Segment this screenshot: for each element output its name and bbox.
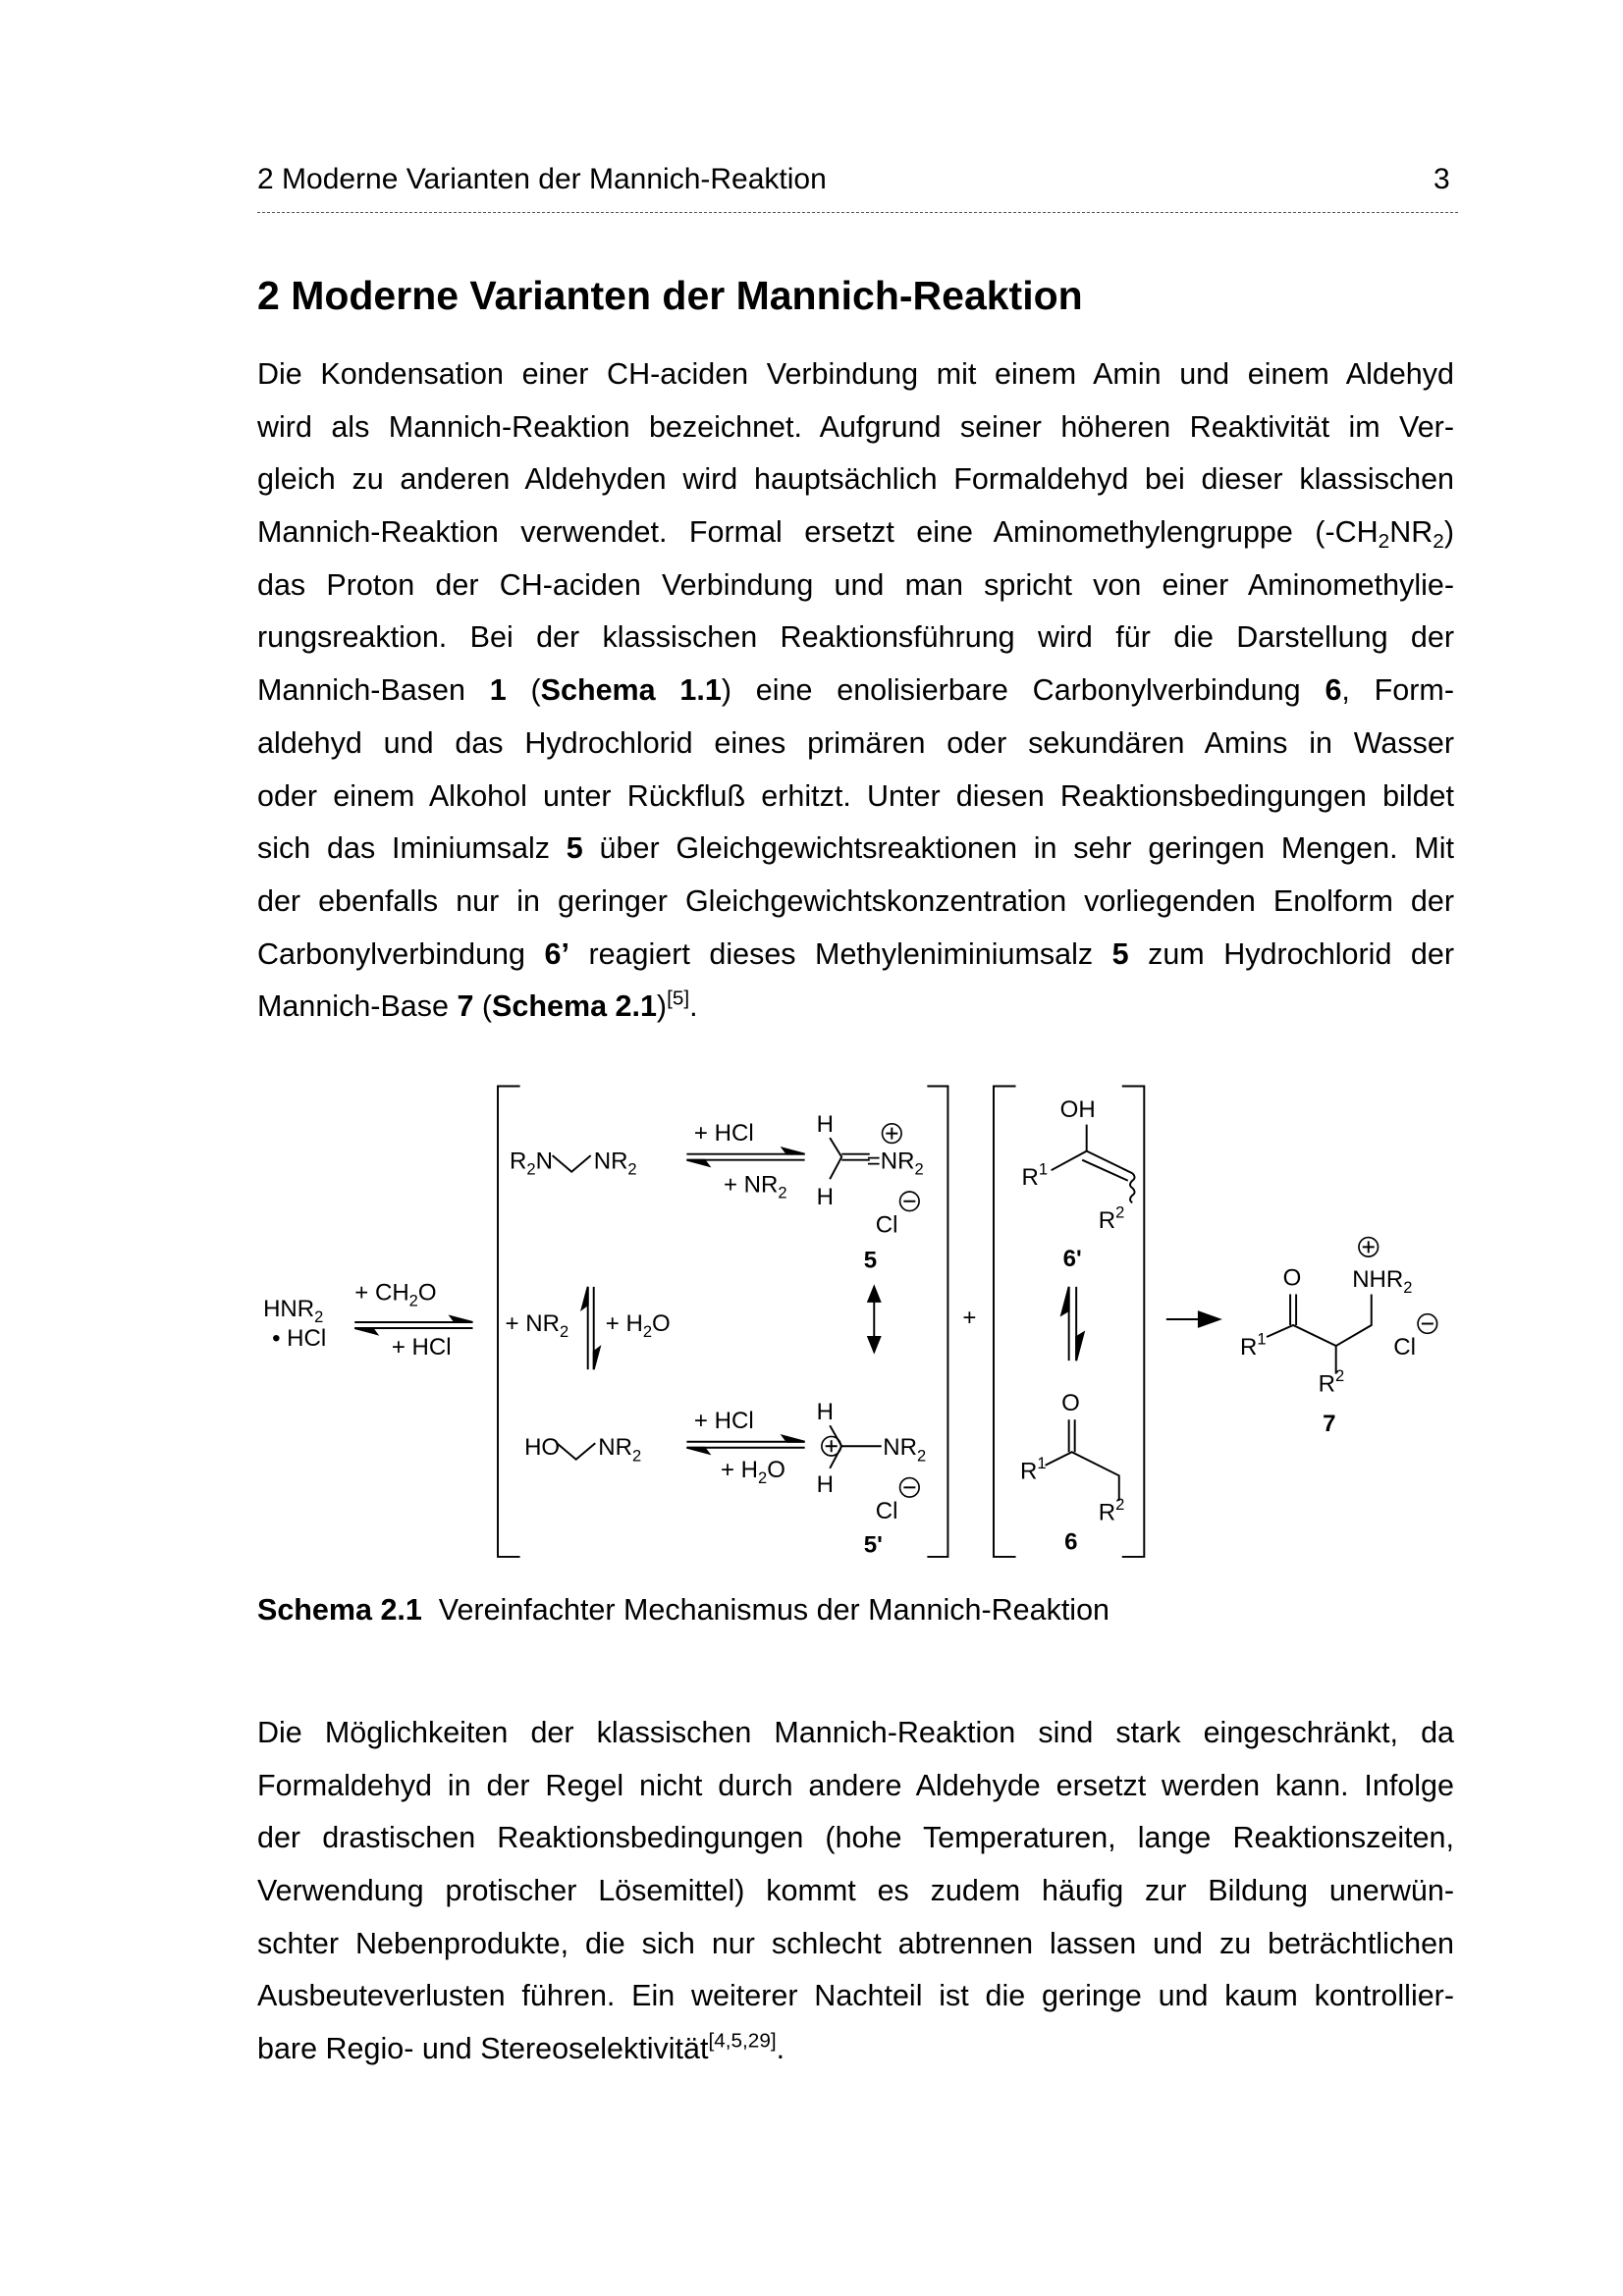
compound-label-7: 7 xyxy=(1322,1410,1336,1437)
scheme-label: Cl xyxy=(875,1497,897,1524)
scheme-label: 1 xyxy=(1256,1329,1267,1349)
arrow3-bottom-label xyxy=(720,1456,784,1486)
middle-right-label xyxy=(605,1310,670,1341)
plus-sign: + xyxy=(961,1304,976,1331)
text-segment: Ausbeuteverlusten führen. Ein weiterer Nachteil ist die geringe und kaum kontrollier- xyxy=(257,1979,1454,2013)
scheme-label: O xyxy=(1060,1389,1080,1416)
text-segment: ( xyxy=(473,989,493,1024)
text-segment: Carbonylverbindung xyxy=(257,936,545,971)
text-segment: oder einem Alkohol unter Rückfluß erhitzt. Unter diesen Reaktionsbedingungen bildet xyxy=(257,778,1454,813)
scheme-bond xyxy=(686,1447,709,1453)
text-segment: der ebenfalls nur in geringer Gleichgewichtskonzentration vorliegenden Enolform der xyxy=(257,883,1454,918)
scheme-bond xyxy=(1267,1294,1372,1346)
scheme-bond xyxy=(1130,1173,1135,1202)
scheme-label: 1 xyxy=(1036,1453,1047,1472)
text-segment: 5 xyxy=(1111,936,1129,971)
scheme-label: O xyxy=(417,1279,437,1307)
scheme-label: NR xyxy=(597,1433,632,1461)
equilibrium-arrow-3 xyxy=(686,1435,804,1453)
scheme-bond xyxy=(450,1316,472,1322)
scheme-bond xyxy=(1076,1332,1084,1361)
iminium-nr2 xyxy=(866,1148,923,1178)
text-segment: Die Möglichkeiten der klassischen Mannich-Reaktion sind stark eingeschränkt, da xyxy=(257,1716,1454,1749)
scheme-label: NHR xyxy=(1351,1265,1403,1293)
scheme-bond xyxy=(1086,1150,1132,1173)
text-line xyxy=(257,1707,1454,1760)
compound-label-6-prime: 6' xyxy=(1062,1245,1082,1272)
scheme-label xyxy=(1318,1366,1344,1398)
text-line xyxy=(257,401,1454,454)
text-segment: 5 xyxy=(566,831,583,866)
text-line xyxy=(257,612,1454,665)
text-line xyxy=(257,454,1454,507)
text-line xyxy=(257,771,1454,824)
text-segment: 2 xyxy=(1433,529,1444,553)
scheme-label: R xyxy=(1239,1333,1257,1361)
scheme-label xyxy=(1098,1495,1124,1526)
bracket-right-1 xyxy=(927,1086,947,1556)
scheme-label: 1 xyxy=(1038,1159,1048,1179)
scheme-label: NR xyxy=(882,1433,917,1461)
text-segment: das Proton der CH-aciden Verbindung und man spricht von einer Aminomethylie- xyxy=(257,567,1454,602)
text-line xyxy=(257,2023,1454,2076)
scheme-label: 2 xyxy=(313,1307,323,1326)
scheme-label: 2 xyxy=(757,1468,767,1487)
scheme-bond xyxy=(783,1148,805,1153)
scheme-caption xyxy=(257,1584,1454,1637)
scheme-label: CH xyxy=(374,1279,409,1307)
text-line xyxy=(257,348,1454,401)
text-segment: bare Regio- und Stereoselektivität xyxy=(257,2032,709,2066)
text-line xyxy=(257,876,1454,929)
text-segment: 7 xyxy=(457,989,474,1024)
scheme-label: + H xyxy=(605,1309,643,1337)
text-segment: Verwendung protischer Lösemittel) kommt es zudem häufig zur Bildung unerwün- xyxy=(257,1874,1454,1908)
text-line xyxy=(257,1760,1454,1813)
text-line xyxy=(257,665,1454,718)
scheme-label: 2 xyxy=(631,1445,641,1465)
scheme-label: 2 xyxy=(1114,1201,1124,1221)
scheme-label: + xyxy=(353,1279,375,1307)
arrow2-top-label: + HCl xyxy=(693,1119,754,1147)
scheme-bond xyxy=(593,1347,599,1369)
scheme-label xyxy=(1020,1453,1047,1484)
text-segment: NR xyxy=(1389,515,1434,550)
text-segment: ( xyxy=(506,673,541,708)
scheme-label: H xyxy=(816,1398,834,1425)
scheme-label: 2 xyxy=(1334,1365,1344,1385)
scheme-label: HNR xyxy=(262,1295,314,1322)
text-line xyxy=(257,718,1454,771)
scheme-label: 2 xyxy=(642,1321,652,1341)
scheme-label xyxy=(1352,1266,1412,1297)
text-line xyxy=(257,1865,1454,1918)
scheme-bond xyxy=(1082,1159,1128,1180)
scheme-label: 2 xyxy=(1114,1494,1124,1514)
hemiaminal-ho: HO xyxy=(523,1433,560,1461)
text-segment: Mannich-Basen xyxy=(257,673,490,708)
caption-label: Schema 2.1 xyxy=(257,1593,422,1627)
bracket-left-2 xyxy=(994,1086,1016,1556)
scheme-bond xyxy=(552,1155,590,1172)
scheme-label xyxy=(1021,1159,1048,1191)
text-segment: Schema 1.1 xyxy=(540,673,722,708)
scheme-label: O xyxy=(1282,1264,1301,1292)
scheme-label: R xyxy=(1318,1370,1335,1398)
compound-label-5: 5 xyxy=(863,1247,877,1274)
scheme-bond xyxy=(557,1443,595,1460)
text-segment: Formaldehyd in der Regel nicht durch andere Aldehyde ersetzt werden kann. Infolge xyxy=(257,1768,1454,1802)
text-line xyxy=(257,560,1454,613)
scheme-bond xyxy=(783,1435,805,1441)
scheme-label: R xyxy=(1019,1457,1037,1484)
scheme-label: Cl xyxy=(875,1211,897,1239)
text-segment: 2 xyxy=(1378,529,1390,553)
text-segment: der drastischen Reaktionsbedingungen (hohe Temperaturen, lange Reaktionszeiten, xyxy=(257,1821,1454,1855)
text-segment: zum Hydrochlorid der xyxy=(1128,936,1454,971)
text-segment: ) xyxy=(656,989,668,1024)
scheme-label: H xyxy=(816,1110,834,1138)
equilibrium-arrow-vertical-2 xyxy=(1061,1287,1084,1361)
text-segment: wird als Mannich-Reaktion bezeichnet. Aufgrund seiner höheren Reaktivität im Ver- xyxy=(257,409,1454,444)
text-segment: ) eine enolisierbare Carbonylverbindung xyxy=(721,673,1325,708)
text-segment: Die Kondensation einer CH-aciden Verbindung mit einem Amin und einem Aldehyd xyxy=(257,357,1454,391)
scheme-label xyxy=(1098,1202,1124,1234)
scheme-label: R xyxy=(509,1148,526,1175)
text-segment: ) xyxy=(1443,515,1454,550)
text-line xyxy=(257,823,1454,876)
scheme-label: 2 xyxy=(408,1291,418,1310)
scheme-label: 2 xyxy=(916,1445,926,1465)
text-segment: rungsreaktion. Bei der klassischen Reaktionsführung wird für die Darstellung der xyxy=(257,620,1454,655)
scheme-label: R xyxy=(1098,1206,1115,1234)
scheme-bond xyxy=(1061,1287,1069,1315)
bracket-right-2 xyxy=(1121,1086,1144,1556)
text-line xyxy=(257,507,1454,560)
aminal-nr2 xyxy=(593,1148,636,1178)
scheme-label: + H xyxy=(720,1456,758,1483)
citation: [4,5,29] xyxy=(708,2029,777,2053)
aminal-r2n xyxy=(510,1148,553,1178)
running-header-title: 2 Moderne Varianten der Mannich-Reaktion xyxy=(257,163,827,195)
scheme-label: =NR xyxy=(866,1148,915,1175)
text-segment: schter Nebenprodukte, die sich nur schlecht abtrennen lassen und zu beträchtlichen xyxy=(257,1926,1454,1960)
arrow1-top-label xyxy=(354,1279,436,1309)
reaction-scheme xyxy=(251,1070,1477,1579)
text-segment: Schema 2.1 xyxy=(492,989,657,1024)
scheme-bond xyxy=(581,1287,587,1309)
scheme-label: 2 xyxy=(914,1159,924,1179)
scheme-label: O xyxy=(651,1309,671,1337)
text-segment: 6’ xyxy=(544,936,569,971)
middle-left-label xyxy=(505,1310,568,1341)
scheme-label: O xyxy=(766,1456,785,1483)
equilibrium-arrow-vertical xyxy=(581,1287,599,1369)
scheme-label: N xyxy=(535,1148,553,1175)
equilibrium-arrow-1 xyxy=(354,1316,472,1334)
text-segment: Mannich-Base xyxy=(257,989,458,1024)
text-segment: , Form- xyxy=(1341,673,1454,708)
reagent-hcl: • HCl xyxy=(271,1324,326,1352)
text-segment: . xyxy=(776,2032,785,2066)
text-segment: gleich zu anderen Aldehyden wird hauptsächlich Formaldehyd bei dieser klassischen xyxy=(257,462,1454,497)
text-line xyxy=(257,1812,1454,1865)
paragraph-2 xyxy=(257,1707,1454,2076)
scheme-label: + NR xyxy=(723,1171,778,1199)
scheme-label xyxy=(1239,1329,1266,1361)
text-line xyxy=(257,929,1454,982)
scheme-label: OH xyxy=(1059,1095,1096,1123)
scheme-label: 2 xyxy=(559,1321,568,1341)
scheme-bond xyxy=(1051,1150,1086,1170)
scheme-bond xyxy=(1045,1452,1118,1501)
scheme-label: + NR xyxy=(505,1309,560,1337)
text-segment: aldehyd und das Hydrochlorid eines primären oder sekundären Amins in Wasser xyxy=(257,725,1454,760)
page-number: 3 xyxy=(1434,163,1450,195)
scheme-label xyxy=(883,1434,926,1465)
scheme-bond xyxy=(354,1328,377,1334)
text-segment: reagiert dieses Methyleniminiumsalz xyxy=(568,936,1112,971)
arrow3-top-label: + HCl xyxy=(693,1407,754,1434)
scheme-label: 2 xyxy=(777,1183,787,1202)
scheme-bond xyxy=(830,1138,841,1179)
text-segment: . xyxy=(689,989,698,1024)
text-segment: sich das Iminiumsalz xyxy=(257,831,567,866)
text-segment: 6 xyxy=(1325,673,1342,708)
text-line xyxy=(257,981,1454,1034)
scheme-label: H xyxy=(816,1183,834,1210)
reagent-amine xyxy=(263,1296,323,1326)
compound-label-6: 6 xyxy=(1063,1528,1078,1556)
paragraph-1 xyxy=(257,348,1454,1034)
equilibrium-arrow-2 xyxy=(686,1148,804,1165)
text-segment: über Gleichgewichtsreaktionen in sehr geringen Mengen. Mit xyxy=(582,831,1455,866)
text-line xyxy=(257,1970,1454,2023)
caption-text: Vereinfachter Mechanismus der Mannich-Reaktion xyxy=(421,1593,1110,1627)
scheme-label: 2 xyxy=(1402,1277,1412,1297)
scheme-label: NR xyxy=(593,1148,627,1175)
reaction-arrow xyxy=(1198,1311,1218,1326)
text-line xyxy=(257,1918,1454,1971)
arrow2-bottom-label xyxy=(723,1171,786,1201)
scheme-bond xyxy=(686,1159,709,1165)
compound-label-5-prime: 5' xyxy=(863,1531,883,1559)
scheme-label: H xyxy=(816,1470,834,1498)
citation: [5] xyxy=(667,987,690,1010)
scheme-label: Cl xyxy=(1392,1333,1416,1361)
text-segment: Mannich-Reaktion verwendet. Formal ersetzt eine Aminomethylengruppe (-CH xyxy=(257,515,1379,550)
header-divider xyxy=(257,212,1458,213)
scheme-label: 2 xyxy=(525,1159,536,1179)
scheme-label: R xyxy=(1098,1499,1115,1526)
text-segment: 1 xyxy=(489,673,507,708)
scheme-label: R xyxy=(1021,1163,1039,1191)
scheme-label: 2 xyxy=(626,1159,637,1179)
arrow1-bottom-label: + HCl xyxy=(391,1333,452,1361)
section-heading: 2 Moderne Varianten der Mannich-Reaktion xyxy=(257,273,1083,318)
hemiaminal-nr2 xyxy=(598,1434,641,1465)
